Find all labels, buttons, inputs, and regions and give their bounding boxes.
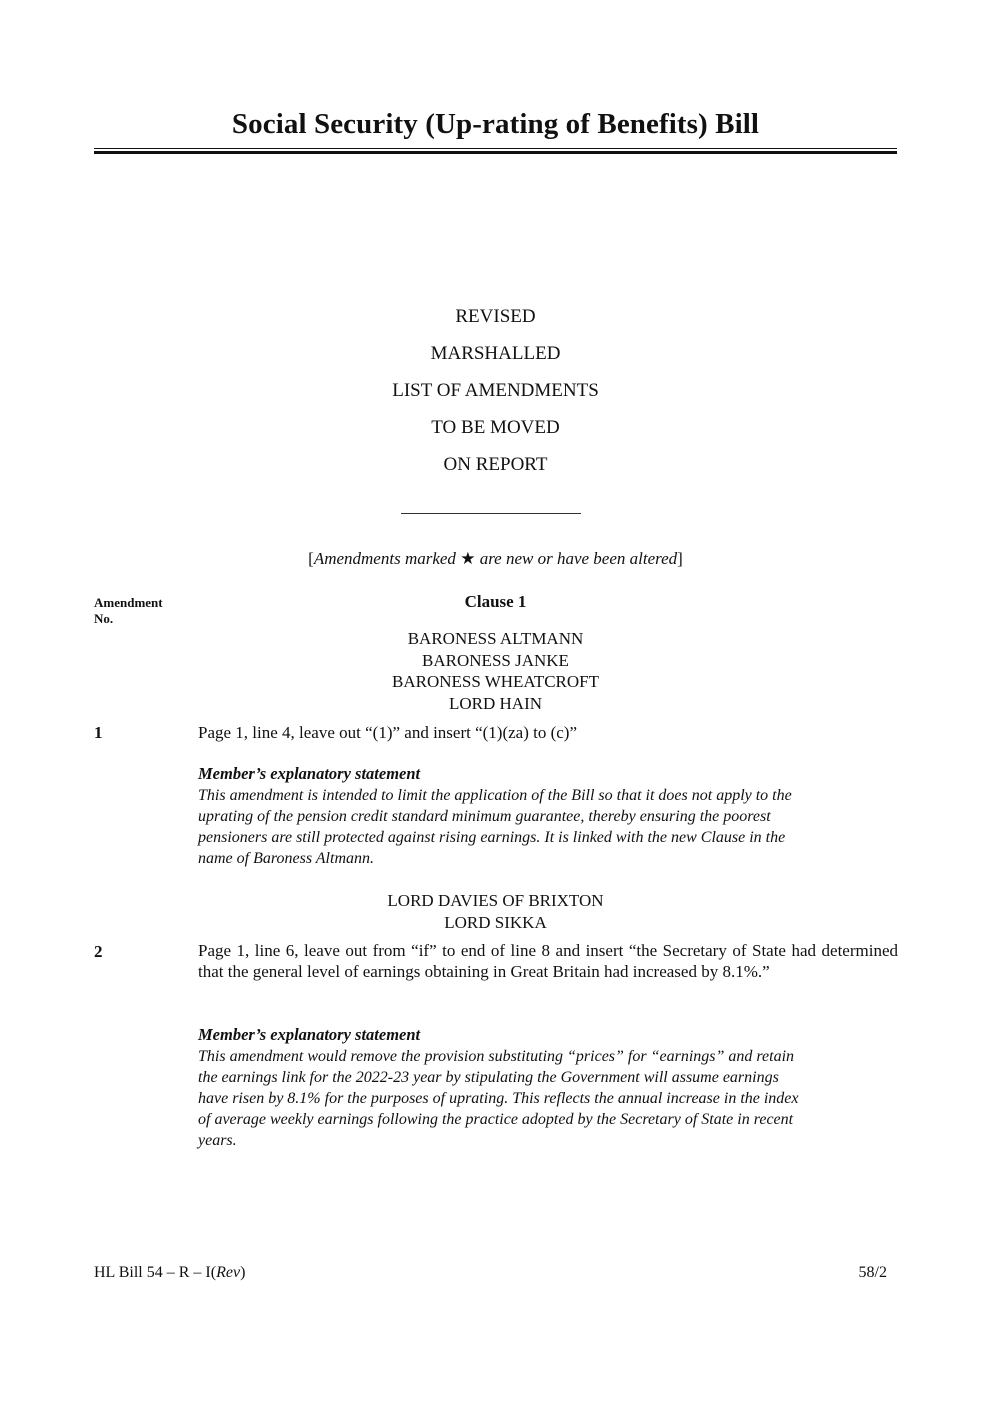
explanatory-statement: This amendment would remove the provision substituting “prices” for “earnings” and retain the earnings link for the 2022-23 year by stipulating the Government will assume earnings have risen by 8.1% for the purposes of uprating. This reflects the annual increase in the index of average weekly earnings following the practice adopted by the Secretary of State in recent years. [198, 1048, 799, 1149]
member-name: LORD SIKKA [444, 912, 547, 932]
star-icon: ★ [460, 549, 476, 568]
member-name: LORD HAIN [448, 693, 543, 713]
amendment-number-column-label: Amendment No. [94, 595, 163, 626]
explanatory-statement-heading: Member’s explanatory statement [198, 1025, 421, 1044]
heading-line: TO BE MOVED [431, 417, 560, 438]
explanatory-statement: This amendment is intended to limit the application of the Bill so that it does not apply to the uprating of the pension credit standard minimum guarantee, thereby ensuring the poorest pensioners are still protected against rising earnings. It is linked with the new Clause in the name of Baroness Altmann. [198, 787, 792, 867]
clause-heading: Clause 1 [464, 592, 527, 611]
heading-line: MARSHALLED [430, 343, 561, 364]
document-heading [94, 305, 897, 490]
amendment-text: Page 1, line 4, leave out “(1)” and insert “(1)(za) to (c)” [198, 723, 578, 742]
page-reference: 58/2 [858, 1264, 887, 1281]
member-name: LORD DAVIES OF BRIXTON [387, 891, 604, 910]
heading-line: LIST OF AMENDMENTS [392, 380, 599, 401]
heading-line: REVISED [455, 306, 536, 327]
document-title: Social Security (Up-rating of Benefits) Bill [231, 108, 760, 140]
explanatory-statement-heading: Member’s explanatory statement [198, 764, 421, 783]
heading-line: ON REPORT [443, 454, 548, 475]
amendment-text: Page 1, line 6, leave out from “if” to end of line 8 and insert “the Secretary of State had determined that the general level of earnings obtaining in Great Britain had increased by 8.1%.” [198, 941, 898, 981]
amendment-number: 1 [94, 723, 103, 742]
amendment-1-members [94, 628, 897, 714]
member-name: BARONESS WHEATCROFT [391, 672, 600, 691]
bill-reference: HL Bill 54 – R – I(Rev) [94, 1264, 246, 1281]
member-name: BARONESS JANKE [422, 650, 569, 670]
amendments-note: [Amendments marked ★ are new or have been altered] [308, 549, 683, 568]
title-rule-thin [94, 148, 897, 149]
amendment-number: 2 [94, 942, 103, 961]
title-rule-thick [94, 151, 897, 154]
heading-divider [401, 513, 581, 514]
amendment-2-members [94, 890, 897, 933]
member-name: BARONESS ALTMANN [407, 629, 584, 648]
